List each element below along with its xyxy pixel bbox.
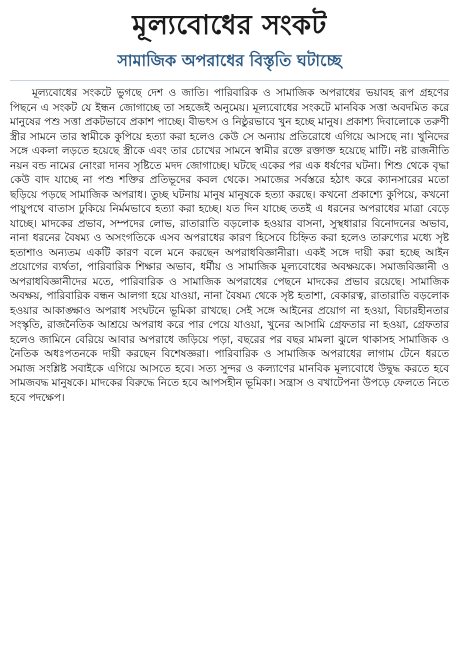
divider xyxy=(10,80,449,81)
article-body: মূল্যবোধের সংকটে ভুগছে দেশ ও জাতি। পারিবারিক ও সামাজিক অপরাধের ভয়াবহ রূপ গ্রহণের পিছনে এ সংকট যে ইন্ধন জোগাচ্ছে তা সহজেই অনুমেয়। মূল্যবোধের সংকটে মানবিক সত্তা অবদমিত করে মানুষের পশু সত্তা প্রকটভাবে প্রকাশ পাচ্ছে। বীভৎস ও নিষ্ঠুরভাবে খুন হচ্ছে মানুষ। প্রকাশ্য দিবালোকে তরুণী স্ত্রীর সামনে তার স্বামীকে কুপিয়ে হত্যা করা হলেও কেউ সে অন্যায় প্রতিরোধে এগিয়ে আসছে না। খুনিদের সঙ্গে একলা লড়তে হয়েছে স্ত্রীকে এবং তার চোখের সামনে স্বামীর রক্তে রক্তাক্ত হয়েছে মাটি। নষ্ট রাজনীতি নয়ন বন্ড নামের নোংরা দানব সৃষ্টিতে মদদ জোগাচ্ছে। ঘটছে একের পর এক ধর্ষণের ঘটনা। শিশু থেকে বৃদ্ধা কেউ বাদ যাচ্ছে না পশু শক্তির প্রতিভূদের কবল থেকে। সমাজের সর্বস্তরে হঠাৎ করে ক্যানসারের মতো ছড়িয়ে পড়ছে সামাজিক অপরাধ। তুচ্ছ ঘটনায় মানুষ মানুষকে হত্যা করছে। কখনো প্রকাশ্যে কুপিয়ে, কখনো পায়ুপথে বাতাস ঢুকিয়ে নির্মমভাবে হত্যা করা হচ্ছে। যত দিন যাচ্ছে ততই এ ধরনের অপরাধের মাত্রা বেড়ে যাচ্ছে। মাদকের প্রভাব, সম্পদের লোভ, রাতারাতি বড়লোক হওয়ার বাসনা, সুস্থধারার বিনোদনের অভাব, নানা ধরনের বৈষম্য ও অসংগতিকে এসব অপরাধের কারণ হিসেবে চিহ্নিত করা হলেও তারুণ্যের মধ্যে সৃষ্ট হতাশাও অন্যতম একটি কারণ বলে মনে করছেন অপরাধবিজ্ঞানীরা। একই সঙ্গে দায়ী করা হচ্ছে আইন প্রয়োগের ব্যর্থতা, পারিবারিক শিক্ষার অভাব, ধর্মীয় ও সামাজিক মূল্যবোধের অবক্ষয়কে। সমাজবিজ্ঞানী ও অপরাধবিজ্ঞানীদের মতে, পারিবারিক ও সামাজিক অপরাধের পেছনে মাদকের প্রভাব রয়েছে। সামাজিক অবক্ষয়, পারিবারিক বন্ধন আলগা হয়ে যাওয়া, নানা বৈষম্য থেকে সৃষ্ট হতাশা, বেকারত্ব, রাতারাতি বড়লোক হওয়ার আকাঙ্ক্ষাও অপরাধ সংঘটনে ভূমিকা রাখছে। সেই সঙ্গে আইনের প্রয়োগ না হওয়া, বিচারহীনতার সংস্কৃতি, রাজনৈতিক আশ্রয়ে অপরাধ করে পার পেয়ে যাওয়া, খুনের আসামি গ্রেফতার না হওয়া, গ্রেফতার হলেও জামিনে বেরিয়ে আবার অপরাধে জড়িয়ে পড়া, বছরের পর বছর মামলা ঝুলে থাকাসহ সামাজিক ও নৈতিক অধঃপতনকে দায়ী করছেন বিশেষজ্ঞরা। পারিবারিক ও সামাজিক অপরাধের লাগাম টেনে ধরতে সমাজ সংশ্লিষ্ট সবাইকে এগিয়ে আসতে হবে। সত্য সুন্দর ও কল্যাণের মানবিক মূল্যবোধে উদ্বুদ্ধ করতে হবে সামজবদ্ধ মানুষকে। মাদকের বিরুদ্ধে নিতে হবে আপসহীন ভূমিকা। সন্ত্রাস ও বখাটেপনা উপড়ে ফেলতে নিতে হবে পদক্ষেপ। xyxy=(10,87,449,404)
headline: মূল্যবোধের সংকট xyxy=(132,10,327,41)
subheadline: সামাজিক অপরাধের বিস্তৃতি ঘটাচ্ছে xyxy=(117,51,342,70)
